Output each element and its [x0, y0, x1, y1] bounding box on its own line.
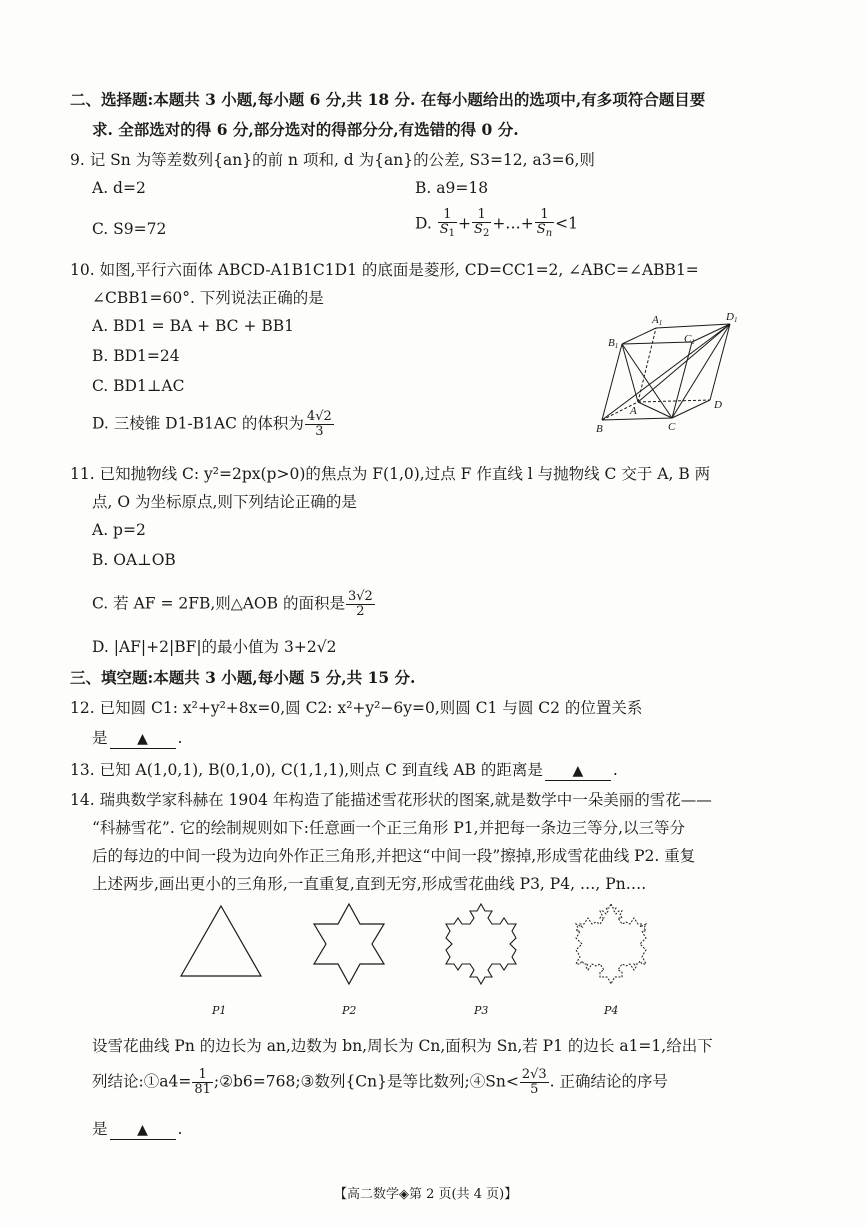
q12-answer-blank[interactable]: ▲: [110, 729, 176, 749]
koch-label-p1: P1: [212, 1004, 227, 1017]
q14-stem-line2: “科赫雪花”. 它的绘制规则如下:任意画一个正三角形 P1,并把每一条边三等分,以三等分: [92, 819, 685, 837]
q14-stem-line5: 设雪花曲线 Pn 的边长为 an,边数为 bn,周长为 Cn,面积为 Sn,若 P1 的边长 a1=1,给出下: [92, 1037, 713, 1055]
fig-label-d: D: [714, 399, 722, 411]
fig-label-c: C: [668, 421, 676, 433]
q9-option-c: C. S9=72: [92, 220, 167, 238]
section2-title: 二、选择题:本题共 3 小题,每小题 6 分,共 18 分. 在每小题给出的选项中,有多项符合题目要: [70, 90, 706, 109]
q14-stem-line3: 后的每边的中间一段为边向外作正三角形,并把这“中间一段”擦掉,形成雪花曲线 P2. 重复: [92, 847, 696, 865]
q10-stem-line1: 10. 如图,平行六面体 ABCD-A1B1C1D1 的底面是菱形, CD=CC1=2, ∠ABC=∠ABB1=: [70, 261, 699, 279]
q9-stem: 9. 记 Sn 为等差数列{an}的前 n 项和, d 为{an}的公差, S3=12, a3=6,则: [70, 151, 595, 169]
koch-label-p2: P2: [342, 1004, 357, 1017]
q9-option-d: D. $\frac{1}{S_1}$ + $\frac{1}{S_2}$ +…+ $\frac{1}{S_n}$ <1: [415, 207, 579, 239]
fig-label-c1: C1: [684, 333, 695, 346]
section3-title: 三、填空题:本题共 3 小题,每小题 5 分,共 15 分.: [70, 668, 416, 687]
q10-stem-line2: ∠CBB1=60°. 下列说法正确的是: [92, 289, 324, 307]
section2-title-cont: 求. 全部选对的得 6 分,部分选对的得部分分,有选错的得 0 分.: [92, 120, 519, 139]
q14-stem-line6: 列结论:①a4= $\frac{1}{81}$ ;②b6=768;③数列{Cn}是等比数列;④Sn< $\frac{2√3}{5}$ . 正确结论的序号: [92, 1067, 669, 1097]
q14-stem-line4: 上述两步,画出更小的三角形,一直重复,直到无穷,形成雪花曲线 P3, P4, …, Pn….: [92, 875, 647, 893]
fig-label-a: A: [630, 405, 637, 417]
koch-p3-figure: [436, 900, 526, 992]
q11-stem-line2: 点, O 为坐标原点,则下列结论正确的是: [92, 493, 357, 511]
q11-stem-line1: 11. 已知抛物线 C: y²=2px(p>0)的焦点为 F(1,0),过点 F 作直线 l 与抛物线 C 交于 A, B 两: [70, 465, 711, 483]
q14-answer-blank[interactable]: ▲: [110, 1120, 176, 1140]
q11-option-b: B. OA⊥OB: [92, 551, 176, 569]
q13-stem: 13. 已知 A(1,0,1), B(0,1,0), C(1,1,1),则点 C 到直线 AB 的距离是 ▲ .: [70, 761, 618, 779]
q12-stem-line1: 12. 已知圆 C1: x²+y²+8x=0,圆 C2: x²+y²−6y=0,则圆 C1 与圆 C2 的位置关系: [70, 699, 643, 717]
q14-stem-line7: 是 ▲ .: [92, 1120, 183, 1138]
q11-option-c: C. 若 AF = 2FB,则△AOB 的面积是 $\frac{3√2}{2}$: [92, 589, 373, 619]
fig-label-b1: B1: [608, 337, 619, 350]
koch-label-p4: P4: [604, 1004, 619, 1017]
koch-p2-figure: [304, 900, 394, 992]
q13-answer-blank[interactable]: ▲: [545, 761, 611, 781]
koch-p4-figure: [566, 900, 656, 992]
q12-stem-line2: 是 ▲ .: [92, 729, 183, 747]
q11-option-d: D. |AF|+2|BF|的最小值为 3+2√2: [92, 638, 337, 656]
fig-label-b: B: [596, 423, 603, 435]
q11-option-a: A. p=2: [92, 521, 146, 539]
q10-option-b: B. BD1=24: [92, 347, 180, 365]
q14-stem-line1: 14. 瑞典数学家科赫在 1904 年构造了能描述雪花形状的图案,就是数学中一朵美丽的雪花——: [70, 791, 712, 809]
fig-label-d1: D1: [726, 311, 738, 324]
koch-p1-figure: [176, 902, 266, 982]
q10-option-d: D. 三棱锥 D1-B1AC 的体积为 $\frac{4√2}{3}$: [92, 409, 332, 439]
page-footer: 【高二数学◈第 2 页(共 4 页)】: [334, 1187, 518, 1202]
q10-option-a: A. BD1 = BA + BC + BB1: [92, 317, 295, 335]
q9-option-a: A. d=2: [92, 179, 146, 197]
q9-option-b: B. a9=18: [415, 179, 489, 197]
q10-option-c: C. BD1⊥AC: [92, 377, 185, 395]
parallelepiped-figure: [592, 308, 762, 438]
koch-label-p3: P3: [474, 1004, 489, 1017]
fig-label-a1: A1: [652, 314, 663, 327]
